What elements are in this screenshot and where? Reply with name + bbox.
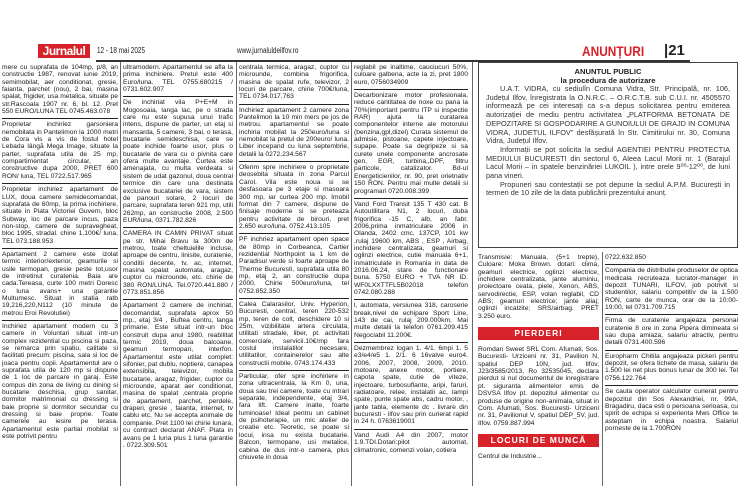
ads-column-2 [123,62,233,486]
notice-paragraph: Informații se pot solicita la sediul AGENTIEI PENTRU PROTECTIA MEDIULUI BUCURESTI din sectorul 6, Aleea Lacul Morii nr. 1 (Barajul Lacul Morii – in spatele benzinăriei LUKOIL ), intre orele 9⁰⁰-12⁰⁰, de luni pana vineri. [486,144,730,181]
ads-column-3 [239,62,349,486]
classified-ad: Proprietar inchiriez garsoniera nemobilata in Pantelimon la 1000 metri de Cora vis a vis de fostul hotel Lebada lângă Mega Image, situate la parter, suprafata utila de 25 mp, compartimentat circular, an constructive dupa 2000, PRET 600 RON/ luna, TEL 0722.517.965 [2,119,118,184]
page-number: |21 [664,42,685,59]
classified-ad: Firma de curatenie angajeaza personal curatenie 8 ore in zona Pipera dimineata si sau dupa amiaza, salariu atractiv, pentru detalii 0731.400.596 [605,315,738,350]
classified-ad: ultramodern. Apartamentul se afla la prima inchiriere. Pretul este 400 Euro/luna. TEL 0755.680215 / 0731.602.907 [123,62,233,97]
classified-ad: Apartament 2 camere este izolat termic interior/exterior, geamurile si usile termopan, gresie peste tot,usor de intretinut curatenia. Baia are cada.Tereasa, curte 100 metri Doresc o luna avans+ una garantie Multumesc. Situat in statia ratb 19,216,220,N112 (10 minute de metrou Eroi Revolutiei) [2,249,118,321]
ad-text: Romdan Sweet SRL Com. Afumati, Sos. Bucuresti- Urziceni nr. 31, Pavilion N, spatiul DEP 10N, jud. Ilfov, J23/3585/2013, Ro 32535045, declara pierdut si nul documentul de inregistrare pt. siguranta alimentelor emis de DSVSA Ilfov pt. depozitul alimentar cu produse de origine non-animala, situat in Com. Afumati, Sos. Bucuresti- Urziceni nr. 31, Pavilionul V, spatiul DEP_5V, jud. Ilfov. 0759.887.994 [478,346,599,427]
ads-column-1 [2,62,118,486]
classified-ad: Inchiriez apartament modern cu 3 camere in Voluntari situat intr-un complex rezidential cu piscina si paza, se remarca prin spatiu, calitate si facilitati precum: piscina, sala si loc de joaca pentru copii. Apartamentul are o suprafata utila de 120 mp si dispune de 1 loc de parcare in garaj. Este compus din zona de living cu dining si bucatarie deschisa, grup sanitar, dormitor matrimonial cu dressing si baie proprie si dormitor secundar cu dressing si baie proprie. Toate camerele au iesire pe terasa. Apartamentul este partial mobilat si este potrivit pentru [2,323,118,441]
classified-ad: Calea Calarasilor, Univ. Hyperion, Bucuresti, central, teren 220-532 mp, teren de colt, deschidere 10 si 25m, vizibilitate artera circulata, utilitati stradale, liber, pt. activitati comerciale, servicii.10€/mp fara costul instalatilor necesare, utilitatilor, containerelor sau alte constructii mobile. 0743.174.433 [239,299,349,371]
ads-column-4 [354,62,468,486]
classified-ad: Vand Audi A4 din 2007, motor 1.9.TDI.Dotari:pilot automat, climatronic, comenzi volan, cotiera [354,431,468,454]
classified-ad: Apartament 2 camere de inchiriat, decomandat, suprafata aprox 50 mp., etaj 3/4 , Buftea centru, langa primarie. Este situat intr-un bloc construit dupa anul 1980, reabilitat termic 2019, doua balcoane, geamuri termopan, interfon. Apartamentul este utilat complet: sifonier, pat dublu, noptiere, canapea extensibila, televizor, mobila bucatarie, aragaz, frigider, cuptor cu microunde, aparat aer conditionat, masina de spalat ,centrala proprie de apartament, parchet, perdele, draperi, gresie , faianta, internet, tv cablu etc. Nu se accepta animale de companie. Pret 1100 lei chirie lunara, cu contract declarat ANAF. Plata in avans pe 1 luna plus 1 luna garantie . 0722.309.501 [123,302,233,449]
notice-paragraph: Propuneri sau contestații se pot depune la sediul A.P.M. București in termen de 10 zile de la data publicării prezentului anunț. [486,179,730,198]
section-band-locuri-de-munca: LOCURI DE MUNCĂ [478,434,599,447]
column-divider [602,252,603,486]
classified-ad: Inchiriez apartament 2 camere zona Pantelimon la 10 min mers pe jos de metrou. apartamentul se poate inchiria mobilat la 250euro/luna si nemobilat la pretul de 200euro/ luna. Liber incepand cu luna septembrie, detalii la 0272.234.567 [239,105,349,162]
classified-ad: Compania de distributie produselor de optica medicala recruteaza lucrator-manager in depozit TUNARI, ILFOV, job potrivit si studentilor, salariu competitiv de la 1.500 RON, carte de munca, orar de la 10:00-19:00, tel 0731.709.715 [605,265,738,315]
classified-ad: mere cu suprafata de 104mp, p/8, an constructie 1987, renovat iunie 2019, semimobilat, aer conditionat, gresie, faianta, parchet (nou), 2 bai, masina spalat, frigider, usa metalica, situate pe str.Rascoala 1907 nr. 6, bl. 12. Pret 550 EURO/LUNA TEL 0745.463.078 [2,62,118,119]
classified-ad: De inchiriat vila P+E+M in Mogosoaia, langa lac, pe o strada care nu este supusa unui trafic intens, dispune de parter, un etaj si mansarda, 5 camere, 3 bai, o terasa, bucatarie semideschisa, care se poate inchide foarte usor, plus o bucatarie de vara cu o pivnita care ofera multe avantaje. Curtea este amenajata, cu multa verdeata si sistem de udat gazonul, doua central termice din care una destinata exclusive bucatariei de vara, sistem de panouri solare, 2 locuri de parcare, suprafata teren 921 mp, utili 262mp, an constructie 2008, 2.500 EUR/luna, 0371.782.826 [123,97,233,228]
classified-ad: Particular, ofer spre inchiriere in zona ultracentrala, la Km 0, una, doua sau trei camere, toate cu intrari separate, independente, etaj 3/4, fara lift. Camere inalte, foarte luminoase! Ideal pentru un cabinet de psihoterapie, un mic atelier de creatie etc. Teoretic, se poate si locui, insa nu exista bucatarie. Balcon, termopane, usi metalice, cabina de dus intr-o camera, plus chiuvete in doua [239,373,349,461]
notice-title: ANUNTUL PUBLIC [574,67,642,76]
classified-ad: centrala termica, aragaz, cuptor cu microunde, combina frigorifica, masina de spalat rufe, televizor, 2 locuri de parcare, chirie 700€/luna, TEL 0734.017.763 [239,62,349,105]
classified-ad: CAMERA IN CAMIN PRIVAT situat pe str. Mihai Bravu la 300m de metrou, toate cheltuielile incluse, aproape de centru, linisite, curatenie, conditii decente, tv, ac, internet, masina spalat automata, aragaz, cuptor cu microunde, etc. chirie de 380 RON/LUNA. Tel.0720.441.880 / 0773.851.856 [123,228,233,300]
column-divider [236,62,237,486]
classified-ad: 0722.632.850 [605,252,738,265]
classified-ad: l, automata, versiunea 318, caroserie break,nivel de echipare Sport Line, 143 de cai, rulaj 209.000km. Mai multe detalii la telefon 0761.209.415 Negociabil 11.200€. [354,300,468,343]
public-notice [478,62,738,248]
classified-ad: Dezmembrez logan 1. 4/1. 6mpi 1. 5 e3/e4/e5 1. 2/1. 6 16valve euro4. 2006, 2007, 2008, 2009, 2010. motoare, anexe motor, portiere, capota spate, cutie de viteze, injectoare, turbosuflante, aripi, faruri, radiatoare, relee, instalatii ac, lampi spate, punte spate abs, cadru motor, , jante tabla, elemente dc . livrare din bucuresti - ilfov sau prin curierat rapid in 24 h. 0763619001 [354,343,468,430]
classified-ad: Europharm Chitila angajeaza pickeri pentru depozit, se ofera tichete de masa, salariu de 1.500 lei net plus bonus lunar de 300 lei. Tel 0756.122.764 [605,351,738,386]
classified-ad: reglabil pe inaltime, cauciucuri 50%, culoare galbena, acte la zi, pret 1800 euro, 0756034909 [354,62,468,90]
column-divider [472,62,473,486]
notice-subtitle: la procedura de autorizare [560,76,656,85]
classified-ad: Se cauta operator calculator curierat pentru depozitul din Sos Alexandriei, nr. 99A, Bragadiru, daca esti o persoana serioasa, cu spirit de echipa si experienta Mws Office te asteptam in echipa noastra. Salariul porneste de la 1.700RON [605,388,738,432]
ads-column-5 [478,252,599,486]
classified-ad: Oferim spre inchiriere o proprietate deosebita situata in zona Parcul Carol. Vila este noua si se desfasoara pe 3 etaje si masoara 300 mp, iar curtea 200 mp. Imobil format din 7 camere, dispune de finisaje moderne si se preteaza pentru activitate de birouri, pret 2.650 euro/luna. 0752.413.105 [239,162,349,234]
section-title: ANUNȚURI [582,43,645,59]
website-url[interactable]: www.jurnaluldeilfov.ro [237,46,299,55]
column-divider [120,62,121,486]
ads-column-6 [605,252,738,486]
classified-ad: Proprietar inchiriez apartament de LUX, doua camere semidecomandat, suprafata de 60mp, la prima inchiriere, situate in Piata Victoriei Guvern, bloc Subway, loc de parcare incus, paza non-stop, camere de supravegheat, bloc 1995, stradal. chine 1.100€/ luna, TEL 073.188.953 [2,184,118,249]
issue-date: 12 - 18 mai 2025 [97,46,146,55]
newspaper-logo: Jurnalul [38,44,90,58]
classified-ad: Decarbonizare motor profesionala, reduce cantitatea de noxe cu pana la 70%(important pentru ITP si inspectie RAR) ajuta la curatarea componentelor interne ale motorului (benzina,gpl,dizel) Curata sistemul de admisie, pistoane, capete injectoare, supape. Poate sa degripeze si sa curete unele componente ancrosate gen, EGR, turbina,,DPF, filtru particole, catalizator. Bd-ul Energeticienilor, nr. 90, pret orietnativ 150 RON. Pentru mai multe detalii si programari 0720.008.399 [354,90,468,199]
ad-text: Centrul de Industrie... [478,452,542,460]
ad-text: Transmisie: Manuala, (5+1 trepte), Culoare: Moka Brown. dotari: clima, geamuri electrice, oglinzi electrice, inchidere centralizata, jante aluminiu, proiectoare ceata, piele, Xenon, ABS, servodirectie, ESP, volan reglabil, CD ABS; geamuri electrice; jante aliaj; oglinzi incalzite; SRS/airbag. PRET 3.250 euro. [478,254,599,320]
classified-ad: PF inchriez apartament open space de 80mp in Corbeanca, Cartier rezidential Northpoint la 1 km de Paradisul verde si foarte aproape de Therme Bucuresti, suprafata utila 80 mp, etaj 2, an constructie dupa 2000. Chirie 500euro/luna, tel 0752.852.350 [239,234,349,299]
page-header [0,40,741,62]
classified-ad: Vand Ford Transit 135 T 430 cat. B Autoutilitara N1, 2 locuri, duba frigorifica -15 C, alb, an fabr. 2006,prima inmatriculare 2006 in Olanda, 2402 cmc, 137CP, 101 kw ,rulaj 19600 km, ABS , ESP , Airbag, inchidere centralizata, geamuri si oglinzi electrice, cutie manuala 6+1, inmatriculate in Romania in data de 2016.06.24, stare de functionare buna. 5750 EURO + TVA NR ID. WF0LXXTTFL5B02018 telefon 0742.080.288 [354,199,468,300]
notice-paragraph: U.A.T. VIDRA, cu sediulîn Comuna Vidra, Str. Principală, nr. 106, Județul Ilfov, înregistrata la O.N.R.C. – O.R.C.T.B. sub C.U.I. nr. 4505570 informează pe cei interesați ca s-a depus solicitarea pentru emiterea autorizației de mediu pentru activitatea „PLATFORMA BETONATA DE DEPOZITARE SI GOSPODARIRE A GUNOIULUI DE GRAJD IN COMUNA VIDRA, JUDETUL ILFOV” desfășurată în Str. Cimitirului nr. 30, Comuna Vidra, Județul Ilfov. [486,84,730,146]
column-divider [351,62,352,486]
section-band-pierderi: PIERDERI [478,327,599,340]
